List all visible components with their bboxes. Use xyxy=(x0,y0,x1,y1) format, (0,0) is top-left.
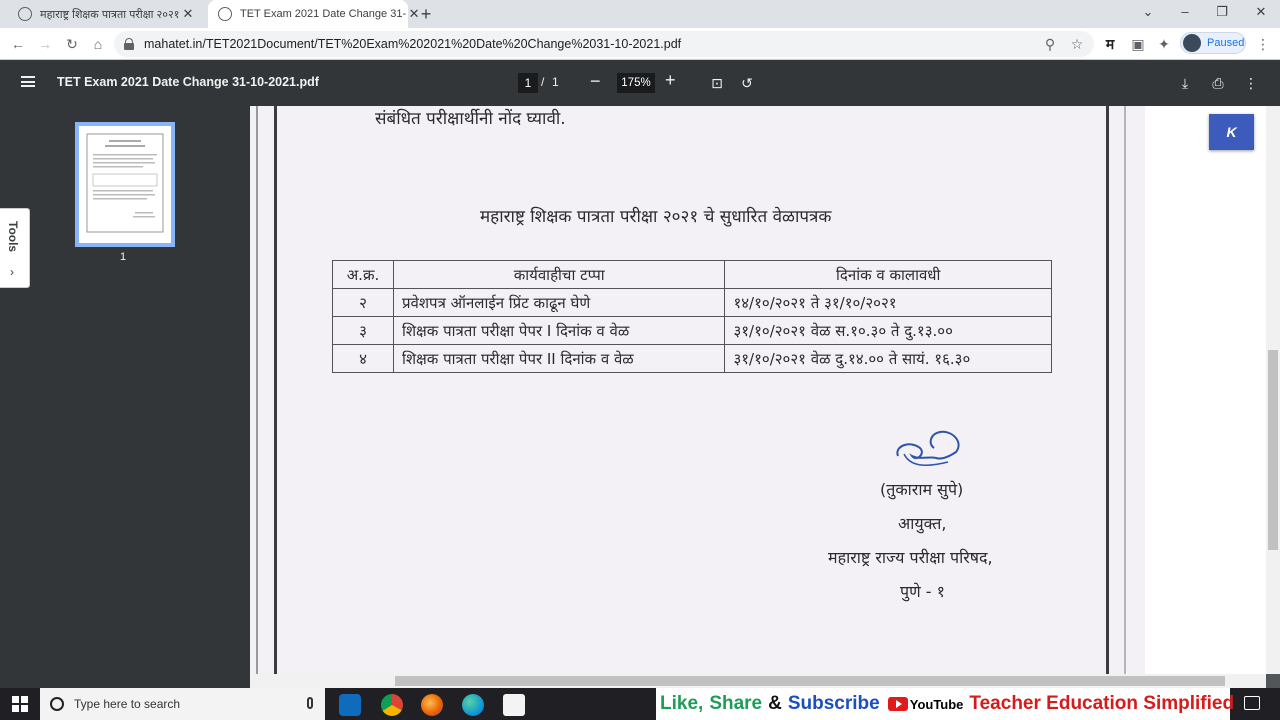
thumbnail-preview xyxy=(79,126,171,243)
viewer-right-margin xyxy=(1145,106,1280,674)
column-header-serial: अ.क्र. xyxy=(333,261,394,289)
thumbnail-sidebar xyxy=(0,106,250,688)
pdf-toolbar xyxy=(0,60,1280,106)
close-tab-icon[interactable]: ✕ xyxy=(408,6,420,21)
extension-reader-icon[interactable]: ▣ xyxy=(1131,36,1145,52)
signatory-role: आयुक्त, xyxy=(898,514,947,533)
extension-marathi-icon[interactable]: म xyxy=(1105,36,1115,52)
cortana-icon xyxy=(50,697,64,711)
banner-channel-name: Teacher Education Simplified xyxy=(969,693,1235,714)
page-total: 1 xyxy=(552,75,559,89)
tab-title: TET Exam 2021 Date Change 31- xyxy=(240,8,407,20)
table-row xyxy=(333,345,1052,373)
page-separator: / xyxy=(541,75,545,89)
column-header-date: दिनांक व कालावधी xyxy=(725,261,1052,289)
youtube-wordmark: YouTube xyxy=(909,696,964,712)
document-heading: महाराष्ट्र शिक्षक पात्रता परीक्षा २०२१ चे सुधारित वेळापत्रक xyxy=(480,207,832,227)
table-cell-date: १४/१०/२०२१ ते ३१/१०/२०२१ xyxy=(725,289,1052,317)
pdf-page xyxy=(250,106,1145,674)
chevron-right-icon: › xyxy=(10,265,14,279)
pdf-title: TET Exam 2021 Date Change 31-10-2021.pdf xyxy=(57,75,319,89)
windows-start-icon[interactable] xyxy=(12,696,28,712)
table-header-row xyxy=(333,261,1052,289)
print-icon[interactable]: ⎙ xyxy=(1212,75,1224,91)
forward-icon[interactable]: → xyxy=(38,36,52,52)
lock-icon xyxy=(124,38,134,50)
banner-ampersand: & xyxy=(768,693,782,714)
tab-strip xyxy=(0,0,1280,28)
bookmark-star-icon[interactable]: ☆ xyxy=(1070,36,1084,52)
firefox-icon[interactable] xyxy=(421,694,443,716)
new-tab-button[interactable]: + xyxy=(420,4,432,24)
zoom-level-input[interactable]: 175% xyxy=(617,73,655,93)
horizontal-scrollbar[interactable] xyxy=(250,674,1266,688)
k-extension-button[interactable]: K xyxy=(1209,114,1254,150)
browser-toolbar xyxy=(0,28,1280,60)
fit-page-icon[interactable]: ⊡ xyxy=(711,75,723,91)
app-icon[interactable] xyxy=(503,694,525,716)
table-cell-stage: शिक्षक पात्रता परीक्षा पेपर I दिनांक व वेळ xyxy=(393,317,724,345)
avatar xyxy=(1183,34,1201,52)
profile-status: Paused xyxy=(1207,37,1245,49)
pdf-viewer xyxy=(0,106,1280,688)
vertical-scrollbar[interactable] xyxy=(1266,106,1280,674)
vertical-scrollbar-thumb[interactable] xyxy=(1268,350,1278,550)
table-row xyxy=(333,317,1052,345)
page-thumbnail[interactable] xyxy=(75,122,175,247)
profile-button[interactable] xyxy=(1180,32,1246,54)
edge-icon[interactable] xyxy=(462,694,484,716)
banner-subscribe: Subscribe xyxy=(787,693,880,714)
horizontal-scrollbar-thumb[interactable] xyxy=(395,676,1225,686)
signatory-name: (तुकाराम सुपे) xyxy=(880,480,964,499)
windows-taskbar xyxy=(0,688,1280,720)
handwritten-signature xyxy=(890,426,970,486)
menu-icon[interactable] xyxy=(21,76,35,87)
rotate-icon[interactable]: ↺ xyxy=(741,75,753,91)
zoom-icon[interactable]: ⚲ xyxy=(1044,36,1056,52)
zoom-in-button[interactable]: + xyxy=(665,70,676,90)
page-edge-decoration xyxy=(256,106,258,674)
chrome-icon[interactable] xyxy=(381,694,403,716)
page-border-right xyxy=(1106,106,1109,674)
globe-icon xyxy=(218,7,232,21)
signatory-city: पुणे - १ xyxy=(900,582,945,601)
banner-share: Share xyxy=(709,693,763,714)
table-cell-serial: ४ xyxy=(333,345,394,373)
banner-like: Like, xyxy=(660,693,704,714)
edge-legacy-icon[interactable] xyxy=(339,694,361,716)
thumbnail-page-number: 1 xyxy=(120,251,127,263)
table-cell-serial: ३ xyxy=(333,317,394,345)
url-text: mahatet.in/TET2021Document/TET%20Exam%202021%20Date%20Change%2031-10-2021.pdf xyxy=(144,37,682,51)
page-edge-decoration xyxy=(1124,106,1126,674)
back-icon[interactable]: ← xyxy=(11,36,25,52)
table-cell-date: ३१/१०/२०२१ वेळ स.१०.३० ते दु.१३.०० xyxy=(725,317,1052,345)
globe-icon xyxy=(18,7,32,21)
search-placeholder: Type here to search xyxy=(74,697,181,711)
extensions-puzzle-icon[interactable]: ✦ xyxy=(1158,36,1170,52)
preceding-text-line: संबंधित परीक्षार्थीनी नोंद घ्यावी. xyxy=(375,109,566,129)
home-icon[interactable]: ⌂ xyxy=(93,36,103,52)
close-window-button[interactable]: ✕ xyxy=(1255,4,1267,19)
tab-search-icon[interactable]: ⌄ xyxy=(1142,4,1154,19)
table-cell-stage: शिक्षक पात्रता परीक्षा पेपर II दिनांक व वेळ xyxy=(393,345,724,373)
page-number-input[interactable]: 1 xyxy=(518,73,538,93)
reload-icon[interactable]: ↻ xyxy=(66,36,78,52)
column-header-stage: कार्यवाहीचा टप्पा xyxy=(393,261,724,289)
tools-label: Tools xyxy=(6,221,20,253)
address-bar[interactable] xyxy=(114,31,1094,57)
microphone-icon[interactable] xyxy=(307,697,313,709)
table-cell-serial: २ xyxy=(333,289,394,317)
taskbar-search-box[interactable] xyxy=(40,688,325,720)
table-cell-date: ३१/१०/२०२१ वेळ दु.१४.०० ते सायं. १६.३० xyxy=(725,345,1052,373)
tab-title: महाराष्ट्र शिक्षक पात्रता परीक्षा २०२१ xyxy=(40,8,180,21)
table-row xyxy=(333,289,1052,317)
zoom-out-button[interactable]: − xyxy=(590,71,601,91)
minimize-button[interactable]: – xyxy=(1181,4,1189,19)
table-cell-stage: प्रवेशपत्र ऑनलाईन प्रिंट काढून घेणे xyxy=(393,289,724,317)
youtube-logo xyxy=(888,697,964,712)
signatory-organization: महाराष्ट्र राज्य परीक्षा परिषद, xyxy=(828,548,993,567)
more-options-icon[interactable]: ⋮ xyxy=(1244,75,1258,91)
maximize-button[interactable]: ❐ xyxy=(1216,4,1228,19)
download-icon[interactable]: ⤓ xyxy=(1181,75,1189,91)
close-tab-icon[interactable]: ✕ xyxy=(182,6,194,21)
schedule-table xyxy=(332,260,1052,373)
tools-panel-tab[interactable] xyxy=(0,208,30,288)
channel-banner xyxy=(656,688,1235,720)
youtube-play-icon xyxy=(888,697,908,711)
page-border-left xyxy=(274,106,277,674)
kebab-menu-icon[interactable]: ⋮ xyxy=(1256,36,1270,52)
browser-tab-active[interactable] xyxy=(208,0,420,28)
browser-tab[interactable] xyxy=(8,0,206,28)
notification-icon[interactable] xyxy=(1244,696,1260,710)
